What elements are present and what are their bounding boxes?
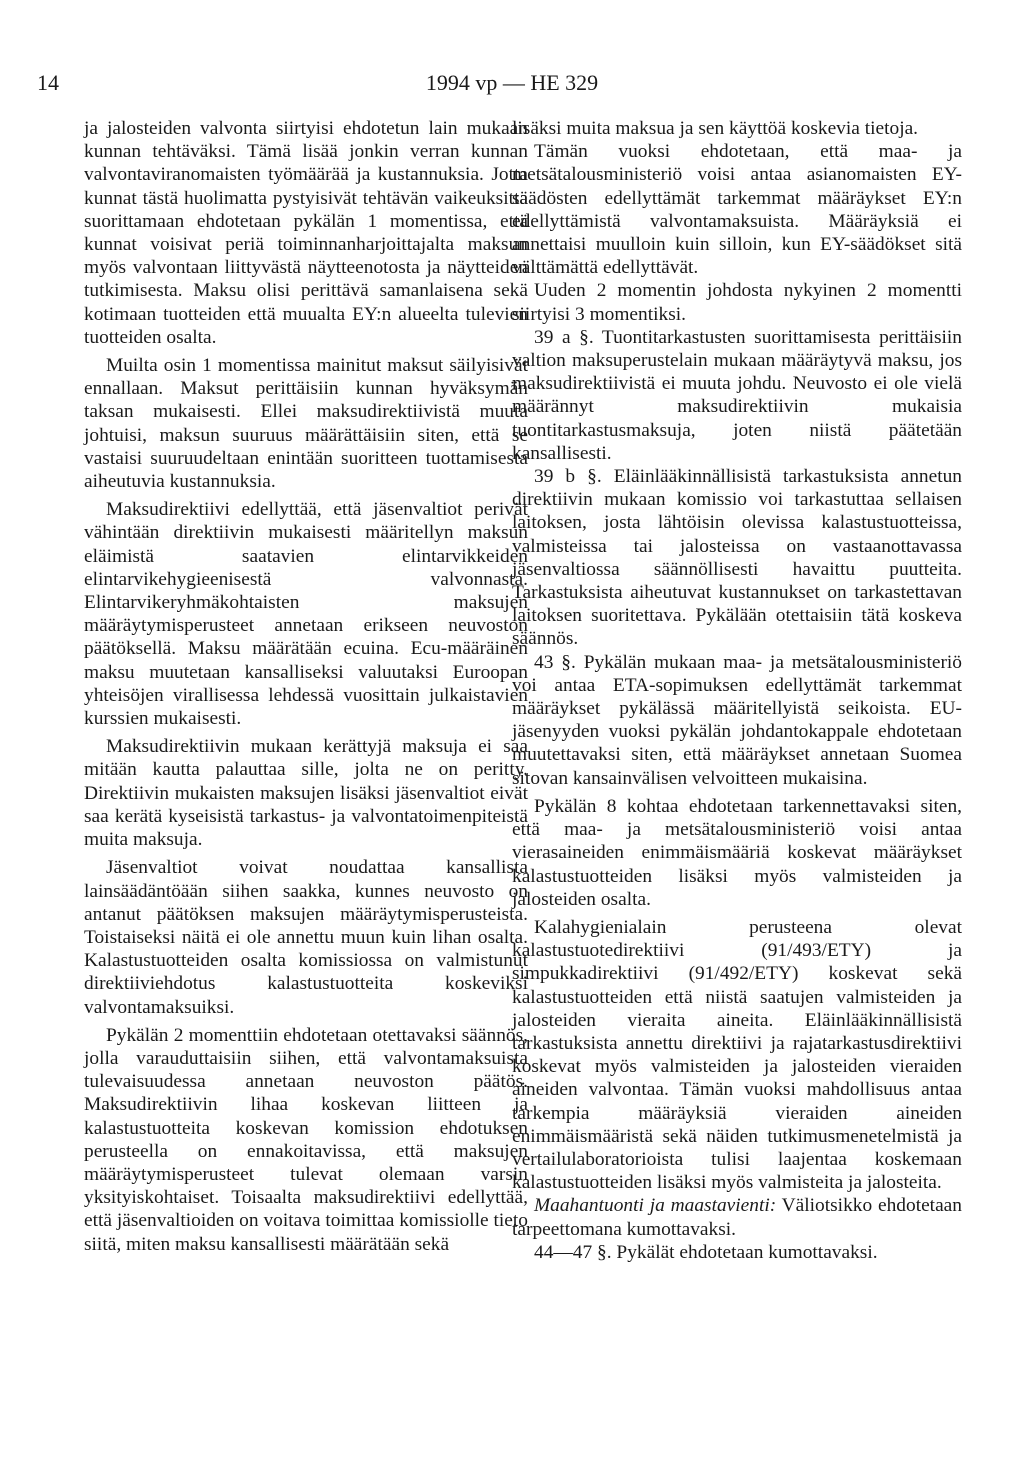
paragraph: Muilta osin 1 momentissa mainitut maksut säilyisivät ennallaan. Maksut perittäisiin kunnan hyväksymän taksan mukaisesti. Ellei maksudirektiivistä muuta johtuisi, maksun suuruus määrättäisiin siten, että se vastaisi suuruudeltaan enintään suoritteen tuottamisesta aiheutuvia kustannuksia. bbox=[84, 355, 528, 493]
running-title: 1994 vp — HE 329 bbox=[425, 70, 599, 95]
paragraph: Kalahygienialain perusteena olevat kalastustuotedirektiivi (91/493/ETY) ja simpukkadirektiivi (91/492/ETY) koskevat sekä kalastustuotteiden että niistä saatujen valmisteiden ja jalosteiden vieraita aineita. Eläinlääkinnällisistä tarkastuksista annettu direktiivi ja rajatarkastusdirektiivi koskevat myös valmisteiden ja jalosteiden vieraiden aineiden valvontaa. Tämän vuoksi mahdollisuus antaa tarkempia määräyksiä vieraiden aineiden enimmäismääristä sekä näiden tutkimusmenetelmistä ja vertailulaboratorioista tulisi laajentaa koskemaan kalastustuotteiden lisäksi myös valmisteita ja jalosteita. bbox=[512, 916, 962, 1194]
paragraph: Jäsenvaltiot voivat noudattaa kansallista lainsäädäntöään siihen saakka, kunnes neuvosto on antanut päätöksen maksujen määräytymisperusteista. Toistaiseksi näitä ei ole annettu muun kuin lihan osalta. Kalastustuotteiden osalta komissiossa on valmistunut direktiiviehdotus kalastustuotteita koskeviksi valvontamaksuiksi. bbox=[84, 857, 528, 1018]
paragraph: 43 §. Pykälän mukaan maa- ja metsätalousministeriö voi antaa ETA-sopimuksen edellyttämät tarkemmat määräykset pykälässä määritellyistä seikoista. EU-jäsenyyden vuoksi pykälän johdantokappale ehdotetaan muutettavaksi siten, että määräykset annetaan Suomea sitovan kansainvälisen velvoitteen mukaisina. bbox=[512, 651, 962, 789]
paragraph: Maksudirektiivin mukaan kerättyjä maksuja ei saa mitään kautta palauttaa sille, jolta ne on peritty. Direktiivin mukaisten maksujen lisäksi jäsenvaltiot eivät saa kerätä kyseisistä tarkastus- ja valvontatoimenpiteistä muita maksuja. bbox=[84, 736, 528, 851]
paragraph: Pykälän 8 kohtaa ehdotetaan tarkennettavaksi siten, että maa- ja metsätalousministeriö voisi antaa vierasaineiden enimmäismääriä koskevat määräykset kalastustuotteiden lisäksi myös valmisteiden ja jalosteiden osalta. bbox=[512, 795, 962, 910]
left-column bbox=[84, 117, 528, 1256]
paragraph: Tämän vuoksi ehdotetaan, että maa- ja metsätalousministeriö voisi antaa asianomaisten EY-säädösten edellyttämät tarkemmat määräykset EY:n edellyttämistä valvontamaksuista. Määräyksiä ei annettaisi muulloin kuin silloin, kun EY-säädökset sitä välttämättä edellyttävät. bbox=[512, 141, 962, 279]
paragraph: lisäksi muita maksua ja sen käyttöä koskevia tietoja. bbox=[512, 118, 919, 139]
paragraph: 39 b §. Eläinlääkinnällisistä tarkastuksista annetun direktiivin mukaan komissio voi tarkastuttaa sellaisen laitoksen, josta lähtöisin olevissa kalastustuotteissa, valmisteissa tai jalosteissa on vastaanottavassa jäsenvaltiossa säännöllisesti havaittu puutteita. Tarkastuksista aiheutuvat kustannukset on tarkastettavan laitoksen suoritettava. Pykälään otettaisiin tätä koskeva säännös. bbox=[512, 466, 962, 650]
right-column bbox=[512, 117, 962, 1264]
page-number: 14 bbox=[37, 70, 59, 95]
paragraph: Pykälän 2 momenttiin ehdotetaan otettavaksi säännös, jolla varauduttaisiin siihen, että valvontamaksuista tulevaisuudessa annetaan neuvoston päätös. Maksudirektiivin lihaa koskevan liitteen ja kalastustuotteita koskevan komission ehdotuksen perusteella on ennakoitavissa, että maksujen määräytymisperusteet tulevat olemaan varsin yksityiskohtaiset. Toisaalta maksudirektiivi edellyttää, että jäsenvaltioiden on voitava toimittaa komissiolle tieto siitä, miten maksu kansallisesti määrätään sekä bbox=[84, 1024, 528, 1255]
subheading-italic: Maahantuonti ja maastavienti: bbox=[534, 1195, 777, 1217]
paragraph: ja jalosteiden valvonta siirtyisi ehdotetun lain mukaan kunnan tehtäväksi. Tämä lisää jonkin verran kunnan valvontaviranomaisten työmäärää ja kustannuksia. Jotta kunnat tästä huolimatta pystyisivät tehtävän vaikeuksitta suorittamaan ehdotetaan pykälän 1 momentissa, että kunnat voisivat periä toiminnanharjoittajalta maksun myös valvontaan liittyvästä näytteenotosta ja näytteiden tutkimisesta. Maksu olisi perittävä samanlaisena sekä kotimaan tuotteiden että muualta EY:n alueelta tulevien tuotteiden osalta. bbox=[84, 118, 528, 348]
paragraph: Uuden 2 momentin johdosta nykyinen 2 momentti siirtyisi 3 momentiksi. bbox=[512, 280, 962, 325]
paragraph bbox=[512, 1194, 962, 1240]
page-header bbox=[0, 70, 1024, 100]
paragraph: 39 a §. Tuontitarkastusten suorittamisesta perittäisiin valtion maksuperustelain mukaan määräytyvä maksu, jos maksudirektiivistä ei muuta johdu. Neuvosto ei ole vielä määrännyt maksudirektiivin mukaisia tuontitarkastusmaksuja, joten niistä päätetään kansallisesti. bbox=[512, 326, 962, 464]
paragraph: 44—47 §. Pykälät ehdotetaan kumottavaksi. bbox=[534, 1241, 878, 1263]
paragraph: Maksudirektiivi edellyttää, että jäsenvaltiot perivät vähintään direktiivin mukaisesti määritellyn maksun eläimistä saatavien elintarvikkeiden elintarvikehygieenisestä valvonnasta. Elintarvikeryhmäkohtaisten maksujen määräytymisperusteet annetaan erikseen neuvoston päätöksellä. Maksu määrätään ecuina. Ecu-määräinen maksu muutetaan kansalliseksi valuutaksi Euroopan yhteisöjen virallisessa lehdessä vuosittain julkaistavien kurssien mukaisesti. bbox=[84, 499, 528, 730]
paragraph-text: Väliotsikko ehdotetaan tarpeettomana kumottavaksi. bbox=[512, 1195, 962, 1240]
